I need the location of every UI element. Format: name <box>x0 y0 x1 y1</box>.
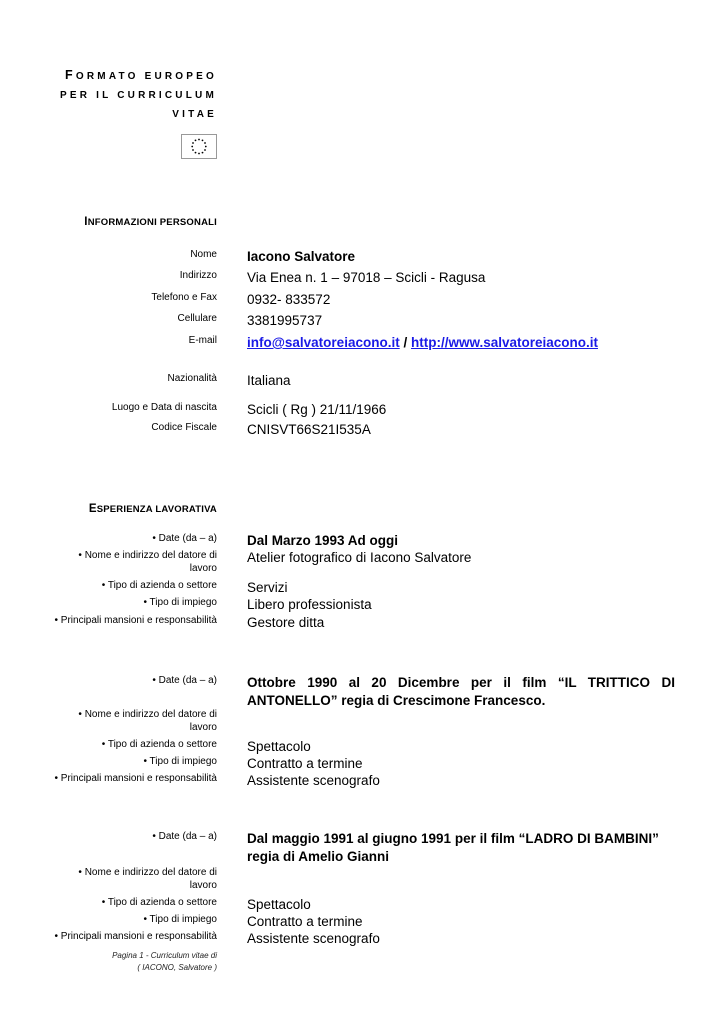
name-value: Iacono Salvatore <box>247 249 356 264</box>
page-footer: Pagina 1 - Curriculum vitae di ( IACONO, Salvatore ) <box>112 951 217 972</box>
header-line2: PER IL CURRICULUM <box>60 90 217 101</box>
email-value: info@salvatoreiacono.it / http://www.salvatoreiacono.it <box>247 335 598 350</box>
cv-format-header <box>0 66 217 124</box>
website-link[interactable]: http://www.salvatoreiacono.it <box>410 335 598 350</box>
mobile-value: 3381995737 <box>247 313 323 328</box>
header-initial: F <box>65 68 76 82</box>
header-line3: VITAE <box>172 109 217 120</box>
address-value: Via Enea n. 1 – 97018 – Scicli - Ragusa <box>247 270 486 285</box>
header-line1: ORMATO EUROPEO <box>75 71 217 82</box>
email-link[interactable]: info@salvatoreiacono.it <box>247 335 400 350</box>
section-work-experience: ESPERIENZA LAVORATIVA <box>88 503 217 515</box>
nationality-value: Italiana <box>247 373 291 388</box>
eu-flag-icon <box>181 134 217 159</box>
phone-value: 0932- 833572 <box>247 292 331 307</box>
birth-value: Scicli ( Rg ) 21/11/1966 <box>247 402 387 417</box>
tax-code-value: CNISVT66S21I535A <box>247 422 371 437</box>
section-personal-info: INFORMAZIONI PERSONALI <box>84 216 217 228</box>
